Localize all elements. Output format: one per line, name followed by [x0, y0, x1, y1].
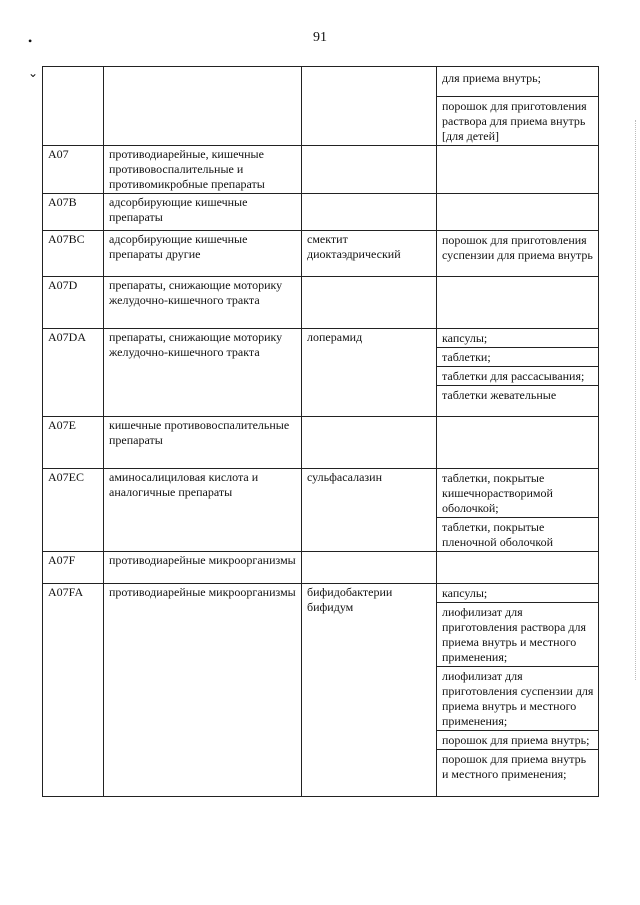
dosage-form-item: порошок для приема внутрь; [437, 730, 598, 749]
group-name-cell: препараты, снижающие моторику желудочно-кишечного тракта [104, 329, 302, 417]
dosage-form-list [437, 67, 598, 145]
dosage-form-item: для приема внутрь; [442, 71, 541, 85]
group-name-cell: противодиарейные микроорганизмы [104, 552, 302, 584]
dosage-form-list [437, 194, 598, 197]
table-body [43, 67, 599, 797]
dosage-form-list [437, 469, 598, 551]
substance-cell [302, 417, 437, 469]
substance-cell [302, 67, 437, 146]
table-row [43, 231, 599, 277]
atc-code-cell: A07E [43, 417, 104, 469]
margin-mark: ⌄ [28, 66, 39, 80]
dosage-form-list [437, 231, 598, 264]
substance-cell: сульфасалазин [302, 469, 437, 552]
atc-code-cell: A07EC [43, 469, 104, 552]
table-row [43, 417, 599, 469]
dosage-form-item [437, 552, 598, 555]
scan-edge-artifact [635, 120, 640, 680]
drug-classification-table [42, 66, 599, 797]
dosage-form-item [437, 194, 598, 197]
dosage-form-item [437, 146, 598, 149]
table-row [43, 146, 599, 194]
atc-code-cell: A07 [43, 146, 104, 194]
group-name-cell: препараты, снижающие моторику желудочно-кишечного тракта [104, 277, 302, 329]
group-name-cell: адсорбирующие кишечные препараты [104, 194, 302, 231]
substance-cell: бифидобактерии бифидум [302, 584, 437, 797]
dosage-form-item: порошок для приготовления раствора для приема внутрь [для детей] [437, 96, 598, 145]
dosage-form-item: таблетки для рассасывания; [437, 366, 598, 385]
dosage-forms-cell [437, 146, 599, 194]
group-name-cell: адсорбирующие кишечные препараты другие [104, 231, 302, 277]
atc-code-cell [43, 67, 104, 146]
substance-cell: лоперамид [302, 329, 437, 417]
dosage-form-list [437, 584, 598, 783]
dosage-form-item: таблетки; [437, 347, 598, 366]
dosage-form-item: лиофилизат для приготовления суспензии для приема внутрь и местного применения; [437, 666, 598, 730]
substance-cell [302, 146, 437, 194]
group-name-cell [104, 67, 302, 146]
substance-cell [302, 552, 437, 584]
dosage-form-list [437, 329, 598, 404]
table-row [43, 329, 599, 417]
table-row [43, 552, 599, 584]
dosage-form-item: капсулы; [442, 331, 488, 345]
dosage-form-list [437, 417, 598, 420]
dosage-forms-cell [437, 277, 599, 329]
atc-code-cell: A07D [43, 277, 104, 329]
dosage-forms-cell [437, 329, 599, 417]
dosage-forms-cell [437, 417, 599, 469]
atc-code-cell: A07B [43, 194, 104, 231]
table-row [43, 194, 599, 231]
dosage-form-item: порошок для приема внутрь и местного применения; [437, 749, 598, 783]
substance-cell [302, 277, 437, 329]
dosage-forms-cell [437, 231, 599, 277]
atc-code-cell: A07DA [43, 329, 104, 417]
table-row [43, 584, 599, 797]
dosage-form-item: капсулы; [442, 586, 488, 600]
substance-cell [302, 194, 437, 231]
table-row [43, 67, 599, 146]
atc-code-cell: A07F [43, 552, 104, 584]
table-row [43, 469, 599, 552]
dosage-forms-cell [437, 469, 599, 552]
dosage-forms-cell [437, 552, 599, 584]
table-row [43, 277, 599, 329]
dosage-form-list [437, 146, 598, 149]
group-name-cell: аминосалициловая кислота и аналогичные препараты [104, 469, 302, 552]
group-name-cell: кишечные противовоспалительные препараты [104, 417, 302, 469]
dosage-form-item: таблетки, покрытые кишечнорастворимой оболочкой; [442, 471, 553, 515]
dosage-form-item: таблетки жевательные [437, 385, 598, 404]
group-name-cell: противодиарейные, кишечные противовоспалительные и противомикробные препараты [104, 146, 302, 194]
dosage-form-list [437, 277, 598, 280]
dosage-form-item: порошок для приготовления суспензии для приема внутрь [442, 233, 593, 262]
atc-code-cell: A07BC [43, 231, 104, 277]
dosage-form-item [437, 417, 598, 420]
dosage-form-item: таблетки, покрытые пленочной оболочкой [437, 517, 598, 551]
page-number: 91 [313, 30, 327, 45]
atc-code-cell: A07FA [43, 584, 104, 797]
dosage-form-item: лиофилизат для приготовления раствора для приема внутрь и местного применения; [437, 602, 598, 666]
group-name-cell: противодиарейные микроорганизмы [104, 584, 302, 797]
dosage-forms-cell [437, 194, 599, 231]
dosage-forms-cell [437, 584, 599, 797]
dosage-form-item [437, 277, 598, 280]
dosage-form-list [437, 552, 598, 555]
substance-cell: смектит диоктаэдрический [302, 231, 437, 277]
dosage-forms-cell [437, 67, 599, 146]
margin-mark: • [28, 34, 33, 48]
